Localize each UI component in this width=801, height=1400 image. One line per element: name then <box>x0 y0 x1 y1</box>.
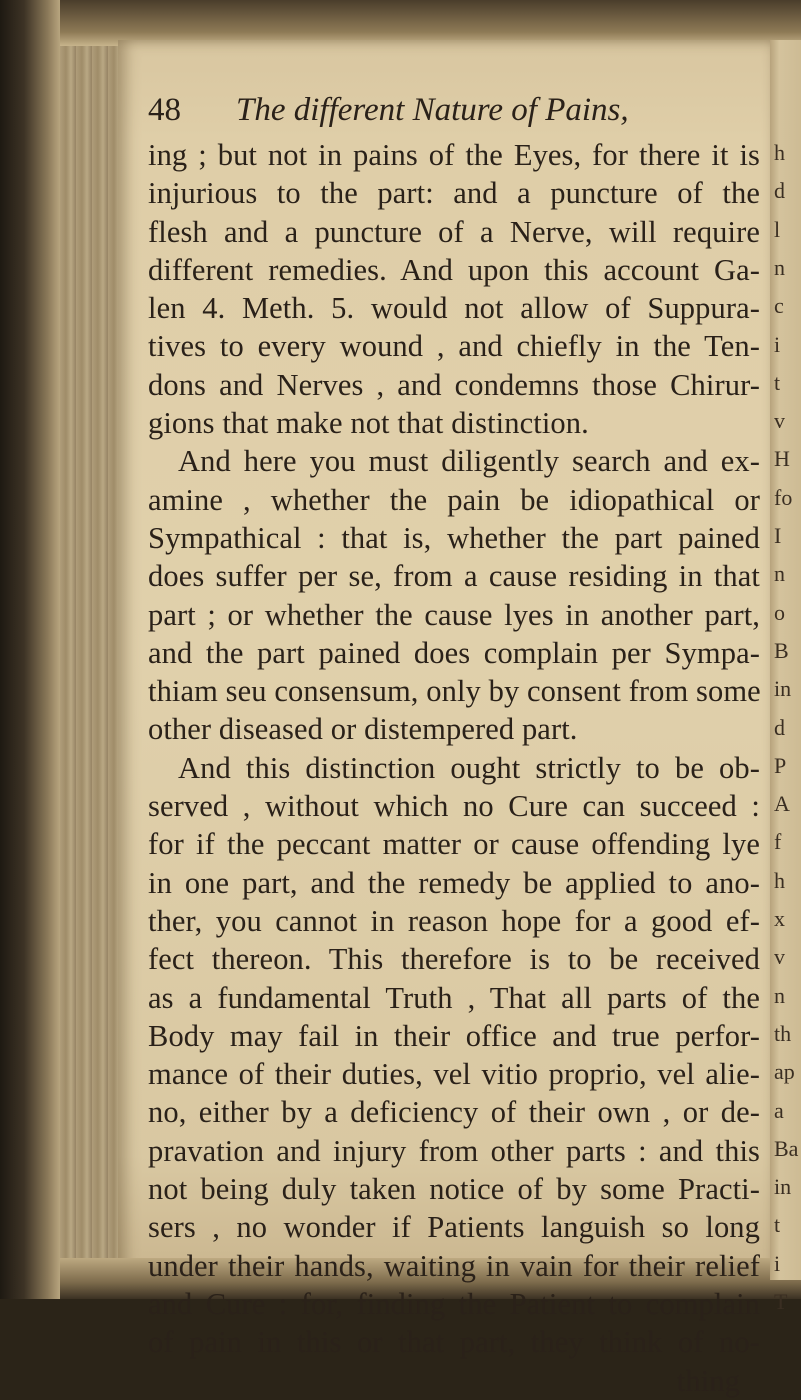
text-line: flesh and a puncture of a Nerve, will require <box>148 214 760 249</box>
text-line: Body may fail in their office and true perfor- <box>148 1018 760 1053</box>
facing-page-letter: in <box>774 676 792 702</box>
facing-page-letter: B <box>774 637 789 663</box>
text-line: gions that make not that distinction. <box>148 406 589 441</box>
text-line: ing ; but not in pains of the Eyes, for there it is <box>148 138 760 172</box>
text-line: no, either by a deficiency of their own , or de- <box>148 1095 760 1130</box>
text-line: mance of their duties, vel vitio proprio, vel alie- <box>148 1057 760 1092</box>
facing-page-letter: fo <box>774 484 793 510</box>
text-line: thiam seu consensum, only by consent from some <box>148 674 761 709</box>
text-line: fect thereon. This therefore is to be received <box>148 942 760 977</box>
text-line: part ; or whether the cause lyes in another part, <box>148 597 760 632</box>
facing-page-fragment <box>770 40 801 1314</box>
text-line: len 4. Meth. 5. would not allow of Suppura- <box>148 291 760 326</box>
text-line: other diseased or distempered part. <box>148 712 578 747</box>
facing-page-letter: n <box>774 561 785 587</box>
running-title: The different Nature of Pains, <box>236 92 629 128</box>
facing-page-letter: P <box>774 752 787 778</box>
facing-page-letter: f <box>774 829 782 855</box>
facing-page-letter: h <box>774 140 785 165</box>
book-gutter <box>0 0 60 1299</box>
text-line: injurious to the part: and a puncture of the <box>148 176 760 211</box>
facing-page-letter: x <box>774 906 785 931</box>
facing-page-letter: T <box>774 1289 788 1314</box>
facing-page-letter: i <box>774 1250 781 1276</box>
text-line: pravation and injury from other parts : and this <box>148 1133 760 1168</box>
facing-page-letter: l <box>774 216 781 242</box>
text-line: dons and Nerves , and condemns those Chirur- <box>148 367 760 402</box>
text-line: as a fundamental Truth , That all parts of the <box>148 980 760 1015</box>
text-line: And here you must diligently search and ex- <box>178 444 760 479</box>
facing-page-letter: d <box>774 714 785 740</box>
facing-page-letter: A <box>774 791 790 817</box>
text-line: does suffer per se, from a cause residing in that <box>148 559 760 594</box>
catchword: thing <box>676 1363 740 1398</box>
text-line: and Cure : for, finding the Patient to complain <box>148 1286 760 1321</box>
facing-page-letter: H <box>774 446 790 472</box>
text-line: of pain in this or that part, they think of no- <box>148 1325 760 1360</box>
text-line: in one part, and the remedy be applied to ano- <box>148 865 760 900</box>
facing-page-letter: t <box>774 1212 781 1238</box>
facing-page-letter: v <box>774 408 785 434</box>
text-line: not being duly taken notice of by some Practi- <box>148 1172 760 1207</box>
facing-page-letter: n <box>774 982 785 1008</box>
running-head <box>148 90 760 136</box>
text-line: sers , no wonder if Patients languish so long <box>148 1210 760 1245</box>
text-line: ther, you cannot in reason hope for a good ef- <box>148 903 760 938</box>
text-line: different remedies. And upon this account Ga- <box>148 252 760 287</box>
text-line: served , without which no Cure can succeed : <box>148 789 760 824</box>
text-line: and the part pained does complain per Sympa- <box>148 635 760 670</box>
facing-page-letter: I <box>774 523 782 548</box>
facing-page-letter: a <box>774 1097 784 1123</box>
body-text <box>148 136 760 1362</box>
text-line: And this distinction ought strictly to be ob- <box>178 750 760 785</box>
text-line: under their hands, waiting in vain for their relief <box>148 1248 760 1283</box>
text-line: amine , whether the pain be idiopathical or <box>148 482 760 517</box>
facing-page-letter: in <box>774 1174 792 1200</box>
facing-page-letter: d <box>774 178 785 204</box>
text-line: for if the peccant matter or cause offending lye <box>148 827 760 862</box>
facing-page-letter: c <box>774 293 784 319</box>
left-page-edges <box>60 0 120 1299</box>
text-line: tives to every wound , and chiefly in the Ten- <box>148 329 760 364</box>
facing-page-letter: i <box>774 331 781 357</box>
facing-page-letter: o <box>774 599 785 625</box>
facing-page-letter: n <box>774 254 785 280</box>
facing-page-letter: th <box>774 1020 792 1046</box>
facing-page-letter: Ba <box>774 1135 799 1161</box>
facing-page-letter: h <box>774 867 785 893</box>
facing-page-letter: t <box>774 369 781 395</box>
page-text <box>148 90 760 1400</box>
facing-page-letter: ap <box>774 1059 795 1085</box>
text-line: Sympathical : that is, whether the part pained <box>148 520 760 555</box>
facing-page-letter: v <box>774 944 785 970</box>
page-number: 48 <box>148 92 181 128</box>
